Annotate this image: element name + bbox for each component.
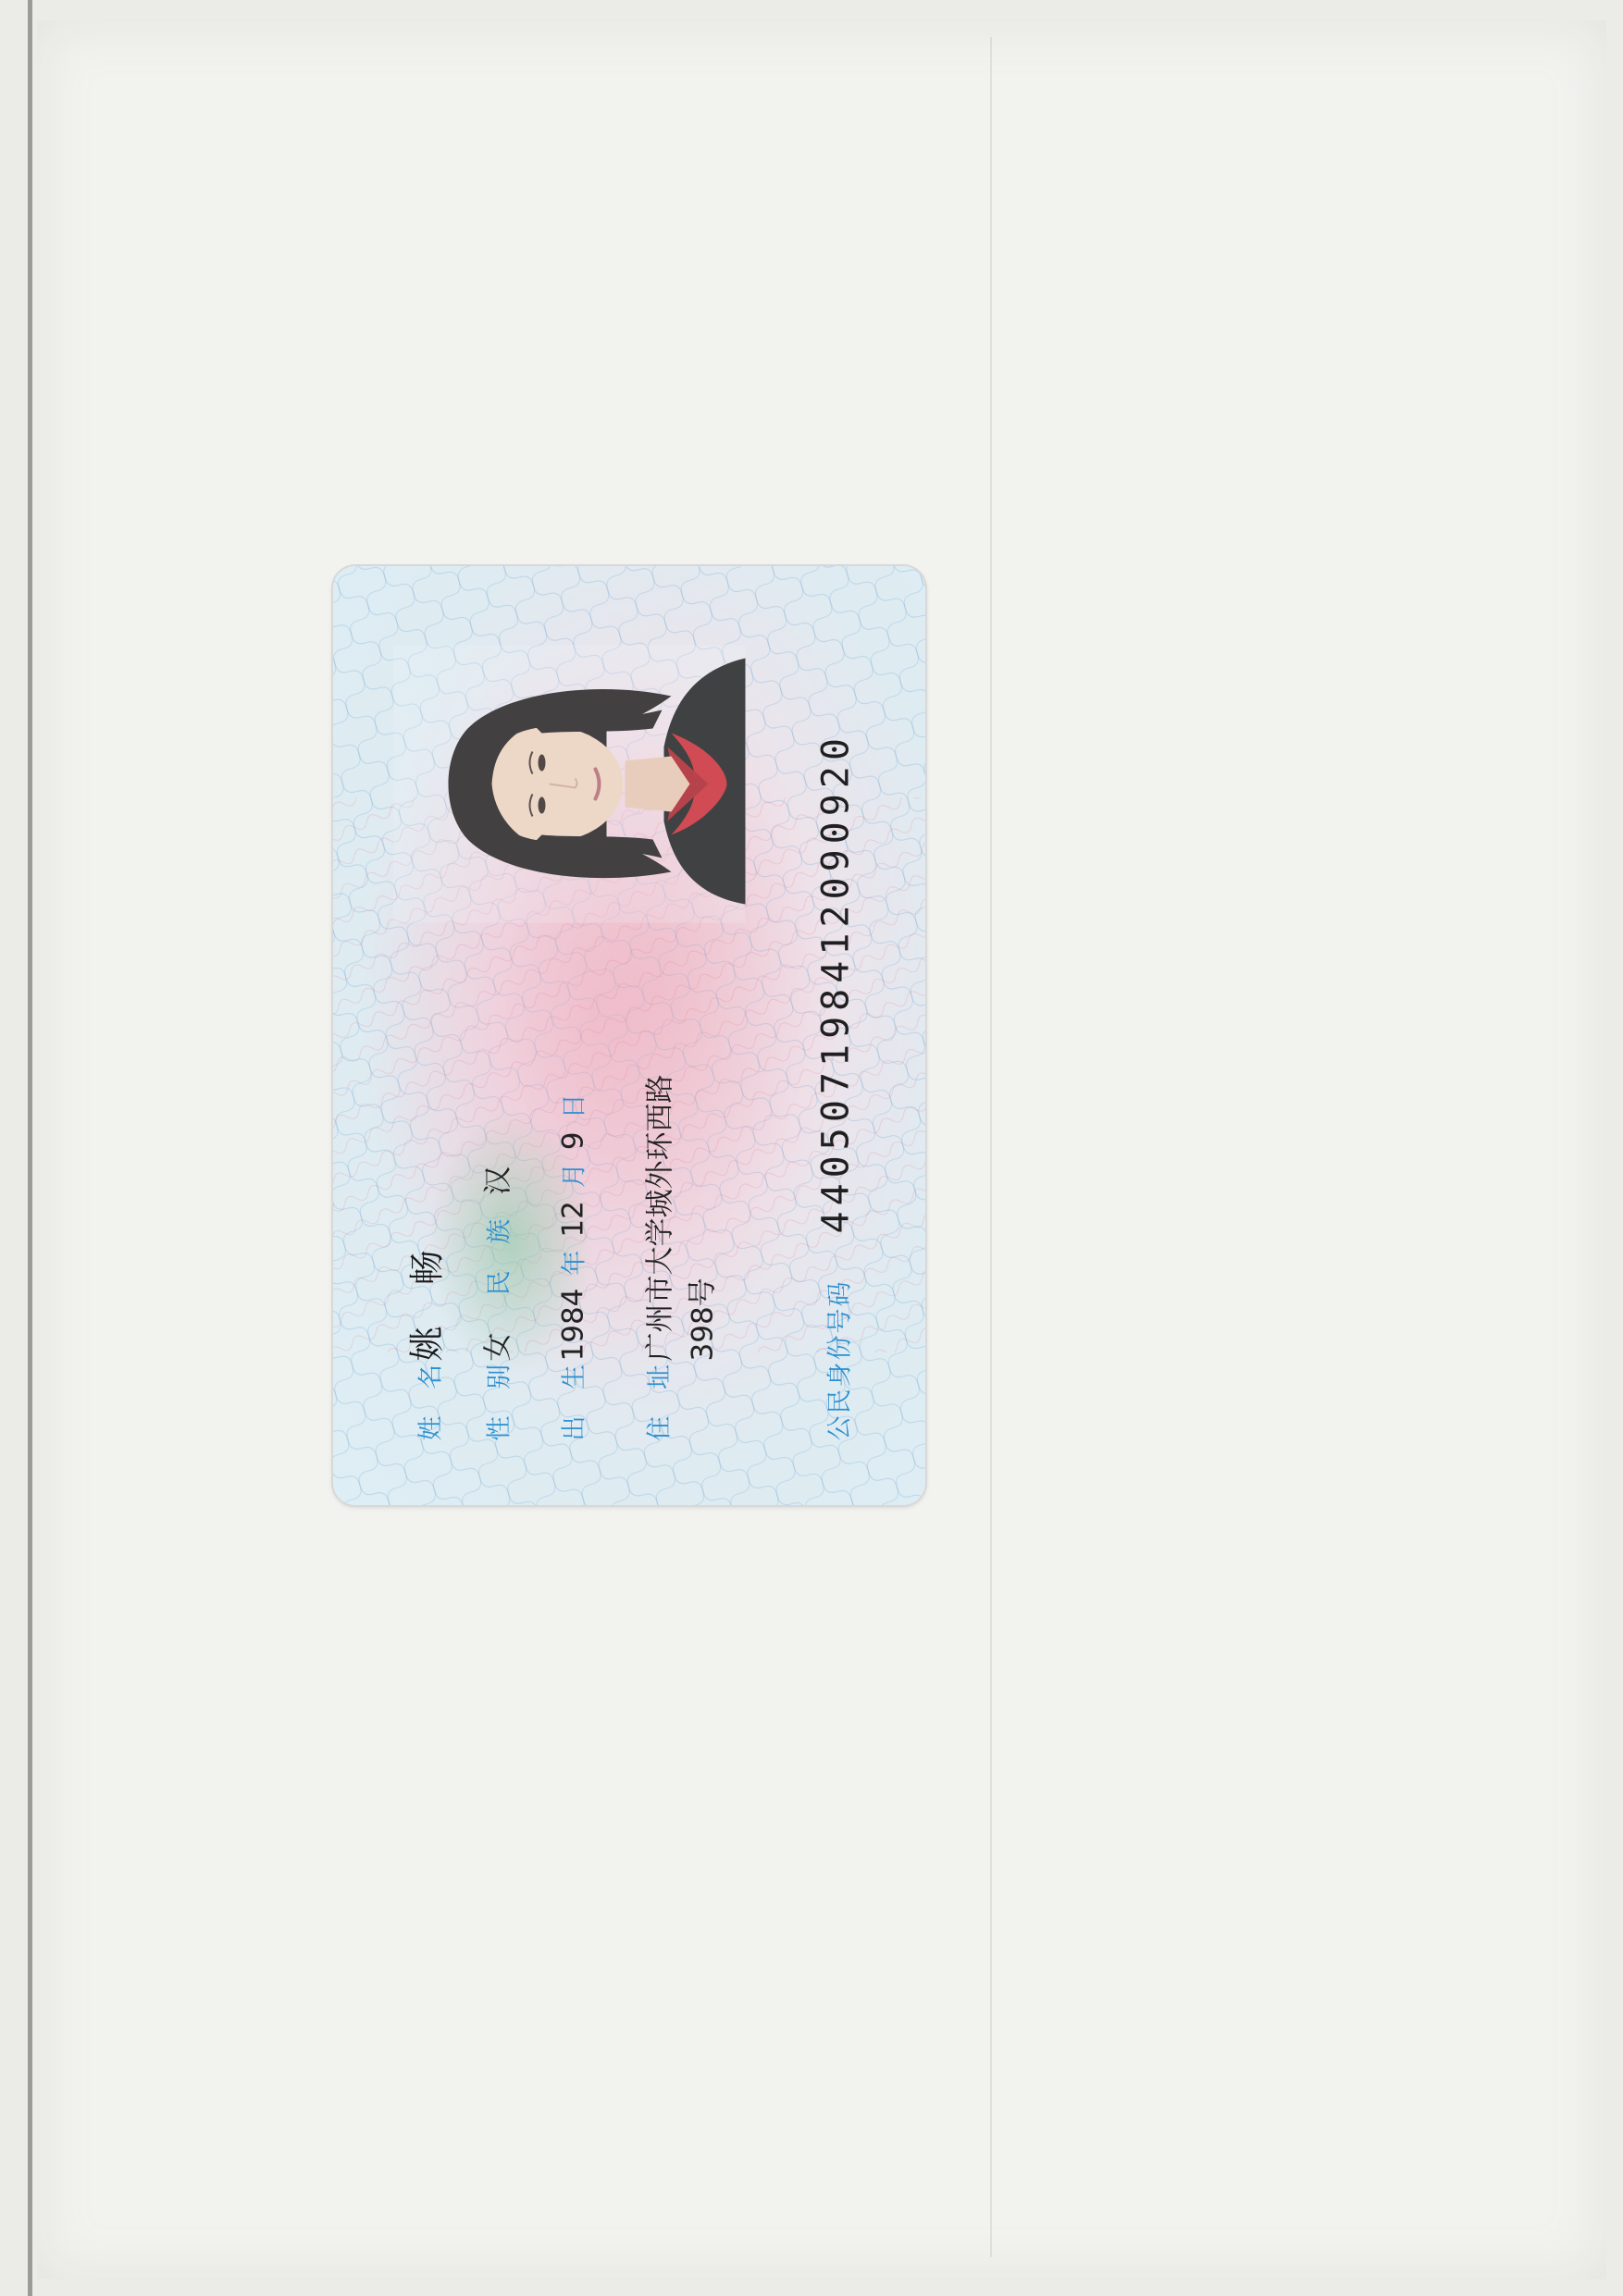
birth-month-unit: 月 [560,1162,588,1188]
name-label: 姓 名 [416,1354,445,1440]
portrait-photo [393,645,745,922]
page-fold-line [990,37,992,2257]
birth-year: 1984 [556,1288,589,1361]
name-value: 姚 畅 [406,1234,447,1361]
card-content [333,566,925,1505]
id-number-label: 公民身份号码 [825,1279,854,1440]
ethnicity-value: 汉 [481,1166,514,1195]
birth-label: 出 生 [560,1354,588,1440]
scan-left-edge [28,0,32,2296]
address-label-row [638,1354,675,1440]
name-row [398,1235,449,1440]
birth-row [553,1080,589,1440]
id-card [333,566,925,1505]
birth-day: 9 [556,1130,589,1150]
address-line-1: 广州市大学城外环西路 [643,1074,676,1361]
address-line-2: 398号 [686,1277,719,1361]
id-number-value: 440507198412090920 [814,732,857,1233]
birth-day-unit: 日 [560,1092,588,1118]
address-value [638,991,724,1361]
birth-year-unit: 年 [560,1250,588,1276]
ethnicity-label: 民 族 [485,1209,514,1295]
sex-ethnicity-row [474,1166,515,1440]
sex-label: 性 别 [485,1354,514,1440]
id-number-row [814,733,857,1440]
birth-month: 12 [556,1200,589,1238]
address-label: 住 址 [645,1354,674,1440]
sex-value: 女 [481,1332,514,1361]
